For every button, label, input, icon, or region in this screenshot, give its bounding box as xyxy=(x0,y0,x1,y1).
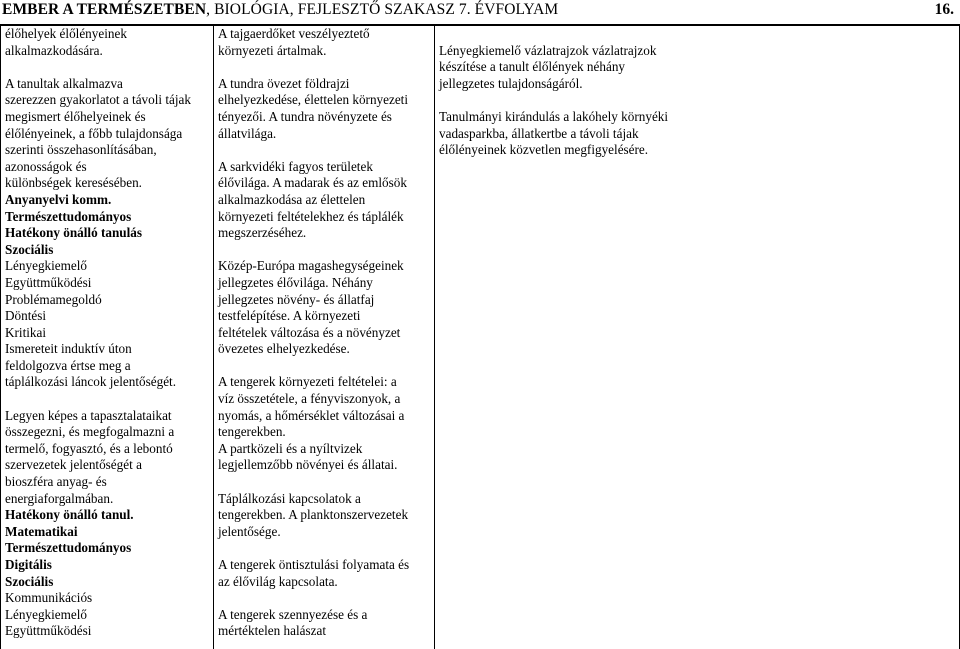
col1-line: Digitális xyxy=(5,557,52,572)
col1-line: Együttműködési xyxy=(5,623,92,639)
col2-line xyxy=(218,590,430,607)
col2-line: testfelépítése. A környezeti xyxy=(218,308,361,324)
col3-line: Lényegkiemelő vázlatrajzok vázlatrajzok xyxy=(439,42,657,58)
col2-line: Közép-Európa magashegységeinek xyxy=(218,258,404,274)
col2-line: víz összetétele, a fényviszonyok, a xyxy=(218,391,401,407)
col2-line: A tundra övezet földrajzi xyxy=(218,75,350,91)
col3-line: élőlényeinek közvetlen megfigyelésére. xyxy=(439,142,649,158)
col2-line: legjellemzőbb növényei és állatai. xyxy=(218,457,398,473)
col2-line: alkalmazkodása az élettelen xyxy=(218,191,366,207)
col1-line: Kritikai xyxy=(5,324,47,340)
col2-line xyxy=(218,474,430,491)
title-rest: , BIOLÓGIA, FEJLESZTŐ SZAKASZ 7. ÉVFOLYAM xyxy=(206,1,559,18)
activities-column xyxy=(435,26,960,649)
col1-line: Ismereteit induktív úton xyxy=(5,341,132,357)
col1-line: Hatékony önálló tanul. xyxy=(5,507,134,523)
col1-line: Lényegkiemelő xyxy=(5,606,88,622)
col3-line xyxy=(439,26,955,43)
col1-line: feldolgozva értse meg a xyxy=(5,357,131,373)
col2-line xyxy=(218,242,430,259)
col1-line: energiaforgalmában. xyxy=(5,490,114,506)
curriculum-table xyxy=(0,26,960,649)
title-bold: EMBER A TERMÉSZETBEN xyxy=(2,1,207,18)
col2-line: mértéktelen halászat xyxy=(218,623,327,639)
col2-line: Táplálkozási kapcsolatok a xyxy=(218,490,361,506)
col2-line: tengerekben. A planktonszervezetek xyxy=(218,507,409,523)
col1-line xyxy=(5,59,209,76)
col1-line: Problémamegoldó xyxy=(5,291,102,307)
col1-line: szerinti összehasonlításában, xyxy=(5,142,157,158)
content-column xyxy=(214,26,435,649)
col1-line: bioszféra anyag- és xyxy=(5,474,107,490)
col1-line: Döntési xyxy=(5,308,47,324)
col1-line: Kommunikációs xyxy=(5,590,93,606)
col2-line: jelentősége. xyxy=(218,523,281,539)
col1-line: Szociális xyxy=(5,241,54,257)
col1-line: Hatékony önálló tanulás xyxy=(5,225,143,241)
col1-line: Természettudományos xyxy=(5,540,132,556)
col1-line: termelő, fogyasztó, és a lebontó xyxy=(5,440,173,456)
col2-line xyxy=(218,540,430,557)
col1-line: Lényegkiemelő xyxy=(5,258,88,274)
col1-line: A tanultak alkalmazva xyxy=(5,75,123,91)
col1-line: szervezetek jelentőségét a xyxy=(5,457,142,473)
col1-line: Legyen képes a tapasztalataikat xyxy=(5,407,172,423)
col1-line: élőlényeinek, a főbb tulajdonsága xyxy=(5,125,183,141)
col2-line: A tengerek környezeti feltételei: a xyxy=(218,374,397,390)
col2-line xyxy=(218,59,430,76)
col3-line: jellegzetes tulajdonságáról. xyxy=(439,75,583,91)
col2-line: A partközeli és a nyíltvizek xyxy=(218,440,363,456)
col2-line: nyomás, a hőmérséklet változásai a xyxy=(218,407,405,423)
col3-line: Tanulmányi kirándulás a lakóhely környéki xyxy=(439,108,669,124)
col2-line: környezeti feltételekhez és táplálék xyxy=(218,208,404,224)
col3-line: készítése a tanult élőlények néhány xyxy=(439,59,626,75)
col2-line: tényezői. A tundra növényzete és xyxy=(218,108,392,124)
page-number: 16. xyxy=(934,1,954,18)
document-title xyxy=(2,1,558,19)
competencies-column xyxy=(0,26,214,649)
col1-line: Szociális xyxy=(5,573,54,589)
col2-line: feltételek változása és a növényzet xyxy=(218,324,401,340)
col1-line: Anyanyelvi komm. xyxy=(5,191,112,207)
col1-line xyxy=(5,391,209,408)
col1-line: szerezzen gyakorlatot a távoli tájak xyxy=(5,92,191,108)
col2-line: A tengerek öntisztulási folyamata és xyxy=(218,557,410,572)
col2-line: jellegzetes élővilága. Néhány xyxy=(218,274,373,290)
col2-line: megszerzéséhez. xyxy=(218,225,307,241)
col2-line: A tajgaerdőket veszélyeztető xyxy=(218,26,370,41)
col2-line: tengerekben. xyxy=(218,424,286,440)
col1-line: Matematikai xyxy=(5,523,78,539)
col2-line: állatvilága. xyxy=(218,125,277,141)
col2-line: A tengerek szennyezése és a xyxy=(218,606,368,622)
col1-line: összegezni, és megfogalmazni a xyxy=(5,424,175,440)
col1-line: azonosságok és xyxy=(5,158,87,174)
col1-line: Természettudományos xyxy=(5,208,132,224)
col2-line: élővilága. A madarak és az emlősök xyxy=(218,175,407,191)
col3-line: vadasparkba, állatkertbe a távoli tájak xyxy=(439,125,639,141)
col2-line: övezetes elhelyezkedése. xyxy=(218,341,350,357)
page-header xyxy=(0,0,960,26)
col1-line: megismert élőhelyeinek és xyxy=(5,108,146,124)
col2-line: az élővilág kapcsolata. xyxy=(218,573,338,589)
col2-line: jellegzetes növény- és állatfaj xyxy=(218,291,375,307)
col1-line: alkalmazkodására. xyxy=(5,42,103,58)
col1-line: különbségek keresésében. xyxy=(5,175,142,191)
col2-line: elhelyezkedése, élettelen környezeti xyxy=(218,92,409,108)
col3-line xyxy=(439,92,955,109)
col1-line: Együttműködési xyxy=(5,274,92,290)
col1-line: élőhelyek élőlényeinek xyxy=(5,26,127,41)
col2-line: A sarkvidéki fagyos területek xyxy=(218,158,373,174)
col2-line: környezeti ártalmak. xyxy=(218,42,327,58)
col2-line xyxy=(218,358,430,375)
col1-line: táplálkozási láncok jelentőségét. xyxy=(5,374,177,390)
col2-line xyxy=(218,142,430,159)
